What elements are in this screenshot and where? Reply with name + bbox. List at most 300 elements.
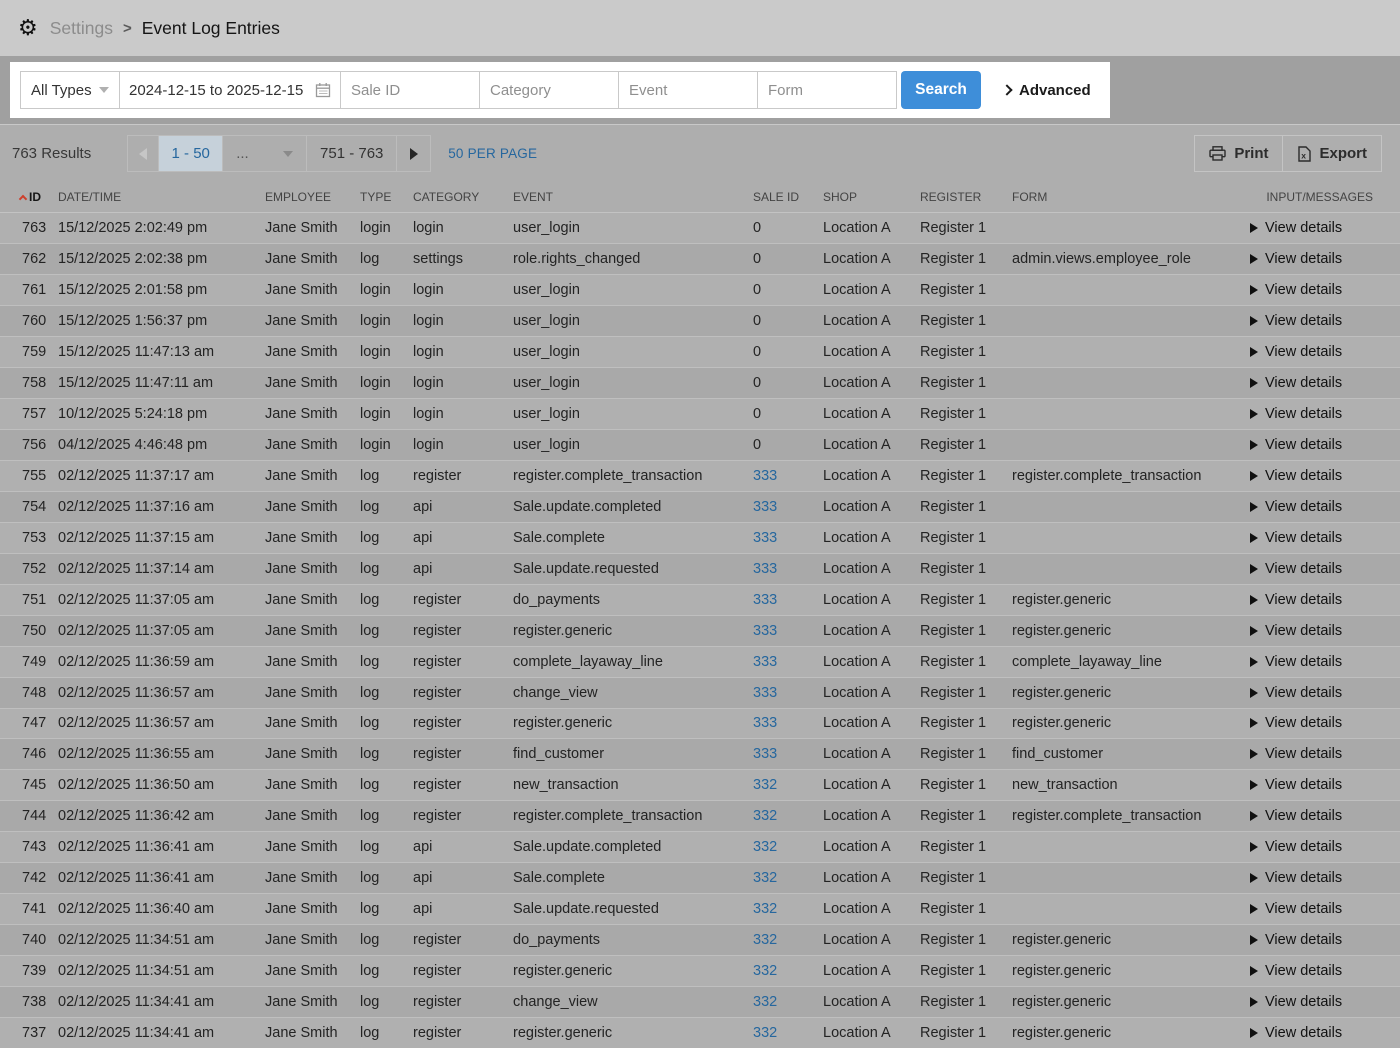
cell-event: register.complete_transaction (513, 808, 703, 825)
cell-category: register (413, 622, 462, 639)
cell-register: Register 1 (920, 870, 987, 887)
cell-employee: Jane Smith (265, 467, 338, 484)
triangle-right-icon (1250, 873, 1258, 883)
cell-event: register.generic (513, 622, 613, 639)
table-row (0, 244, 1400, 275)
view-details-link[interactable] (1250, 746, 1400, 762)
cell-datetime: 02/12/2025 11:37:17 am (58, 467, 215, 484)
cell-id: 760 (22, 312, 47, 329)
view-details-link[interactable] (1250, 375, 1400, 391)
cell-event: Sale.update.requested (513, 901, 659, 918)
cell-datetime: 02/12/2025 11:36:41 am (58, 839, 215, 856)
cell-event: user_login (513, 281, 580, 298)
cell-form: register.complete_transaction (1012, 808, 1202, 825)
cell-id: 756 (22, 436, 47, 453)
sale-id-link[interactable]: 332 (753, 901, 778, 918)
triangle-right-icon (1250, 502, 1258, 512)
cell-category: login (413, 312, 444, 329)
sale-id-link[interactable]: 332 (753, 870, 778, 887)
cell-register: Register 1 (920, 715, 987, 732)
view-details-label: View details (1265, 219, 1343, 236)
cell-form: register.generic (1012, 1025, 1112, 1042)
cell-shop: Location A (823, 715, 891, 732)
cell-event: user_login (513, 219, 580, 236)
cell-datetime: 02/12/2025 11:37:14 am (58, 560, 215, 577)
view-details-link[interactable] (1250, 1025, 1400, 1041)
triangle-right-icon (1250, 780, 1258, 790)
cell-event: complete_layaway_line (513, 653, 663, 670)
cell-category: login (413, 374, 444, 391)
date-range-input[interactable] (119, 71, 341, 109)
cell-event: do_payments (513, 591, 601, 608)
table-row (0, 987, 1400, 1018)
view-details-link[interactable] (1250, 592, 1400, 608)
cell-register: Register 1 (920, 1025, 987, 1042)
prev-page-button[interactable] (128, 136, 159, 171)
cell-category: register (413, 932, 462, 949)
cell-category: register (413, 963, 462, 980)
triangle-right-icon (1250, 997, 1258, 1007)
table-row (0, 770, 1400, 801)
cell-datetime: 15/12/2025 11:47:13 am (58, 343, 215, 360)
cell-shop: Location A (823, 219, 891, 236)
breadcrumb-separator-icon: > (122, 19, 132, 37)
cell-register: Register 1 (920, 591, 987, 608)
column-header-type[interactable]: TYPE (360, 190, 392, 204)
cell-id: 758 (22, 374, 47, 391)
sale-id-link[interactable]: 332 (753, 994, 778, 1011)
print-label: Print (1234, 145, 1269, 162)
view-details-link[interactable] (1250, 437, 1400, 453)
cell-id: 746 (22, 746, 47, 763)
next-page-button[interactable] (397, 136, 430, 171)
cell-type: log (360, 808, 380, 825)
advanced-label: Advanced (1019, 81, 1091, 99)
cell-id: 738 (22, 994, 47, 1011)
table-row (0, 863, 1400, 894)
view-details-label: View details (1265, 932, 1343, 949)
cell-shop: Location A (823, 312, 891, 329)
cell-event: find_customer (513, 746, 605, 763)
cell-id: 751 (22, 591, 47, 608)
cell-datetime: 04/12/2025 4:46:48 pm (58, 436, 208, 453)
column-header-category[interactable]: CATEGORY (413, 190, 480, 204)
table-row (0, 492, 1400, 523)
cell-shop: Location A (823, 839, 891, 856)
triangle-right-icon (1250, 409, 1258, 419)
table-row (0, 739, 1400, 770)
cell-employee: Jane Smith (265, 808, 338, 825)
cell-type: login (360, 436, 391, 453)
cell-datetime: 02/12/2025 11:37:16 am (58, 498, 215, 515)
cell-shop: Location A (823, 374, 891, 391)
cell-type: login (360, 219, 391, 236)
triangle-right-icon (1250, 595, 1258, 605)
view-details-link[interactable] (1250, 932, 1400, 948)
view-details-label: View details (1265, 498, 1343, 515)
view-details-link[interactable] (1250, 901, 1400, 917)
cell-sale-id: 0 (753, 219, 762, 236)
cell-shop: Location A (823, 281, 891, 298)
view-details-link[interactable] (1250, 344, 1400, 360)
view-details-label: View details (1265, 529, 1343, 546)
form-input[interactable] (757, 71, 897, 109)
cell-employee: Jane Smith (265, 591, 338, 608)
cell-type: login (360, 405, 391, 422)
view-details-label: View details (1265, 963, 1343, 980)
cell-register: Register 1 (920, 436, 987, 453)
cell-type: log (360, 684, 380, 701)
print-button[interactable] (1194, 135, 1283, 172)
cell-type: login (360, 343, 391, 360)
view-details-link[interactable] (1250, 561, 1400, 577)
category-input[interactable] (479, 71, 619, 109)
cell-employee: Jane Smith (265, 901, 338, 918)
view-details-label: View details (1265, 405, 1343, 422)
cell-employee: Jane Smith (265, 839, 338, 856)
triangle-left-icon (139, 148, 147, 160)
view-details-link[interactable] (1250, 777, 1400, 793)
cell-type: log (360, 591, 380, 608)
cell-employee: Jane Smith (265, 684, 338, 701)
cell-datetime: 02/12/2025 11:34:51 am (58, 963, 215, 980)
cell-employee: Jane Smith (265, 529, 338, 546)
type-filter-select[interactable] (20, 71, 120, 109)
cell-shop: Location A (823, 343, 891, 360)
cell-id: 739 (22, 963, 47, 980)
cell-sale-id: 0 (753, 436, 762, 453)
cell-shop: Location A (823, 498, 891, 515)
cell-type: log (360, 715, 380, 732)
cell-id: 737 (22, 1025, 47, 1042)
cell-type: log (360, 994, 380, 1011)
page-select-dropdown[interactable] (223, 136, 307, 171)
view-details-label: View details (1265, 250, 1343, 267)
column-header-register[interactable]: REGISTER (920, 190, 982, 204)
view-details-label: View details (1265, 281, 1343, 298)
triangle-right-icon (1250, 564, 1258, 574)
cell-register: Register 1 (920, 684, 987, 701)
cell-event: change_view (513, 994, 598, 1011)
triangle-right-icon (1250, 378, 1258, 388)
search-button[interactable]: Search (901, 71, 981, 109)
sale-id-link[interactable]: 332 (753, 777, 778, 794)
cell-category: login (413, 281, 444, 298)
cell-register: Register 1 (920, 281, 987, 298)
table-row (0, 523, 1400, 554)
view-details-link[interactable] (1250, 406, 1400, 422)
cell-form: register.generic (1012, 622, 1112, 639)
event-input[interactable] (618, 71, 758, 109)
table-row (0, 678, 1400, 709)
cell-form: new_transaction (1012, 777, 1118, 794)
triangle-right-icon (1250, 811, 1258, 821)
triangle-right-icon (1250, 471, 1258, 481)
cell-id: 744 (22, 808, 47, 825)
cell-event: do_payments (513, 932, 601, 949)
cell-employee: Jane Smith (265, 746, 338, 763)
chevron-down-icon (99, 87, 109, 93)
cell-type: log (360, 498, 380, 515)
cell-form: register.generic (1012, 932, 1112, 949)
cell-event: Sale.update.completed (513, 498, 662, 515)
view-details-link[interactable] (1250, 623, 1400, 639)
cell-employee: Jane Smith (265, 963, 338, 980)
view-details-label: View details (1265, 684, 1343, 701)
cell-category: login (413, 436, 444, 453)
view-details-link[interactable] (1250, 251, 1400, 267)
cell-datetime: 02/12/2025 11:37:05 am (58, 591, 215, 608)
cell-id: 743 (22, 839, 47, 856)
cell-event: Sale.update.completed (513, 839, 662, 856)
cell-register: Register 1 (920, 901, 987, 918)
view-details-label: View details (1265, 808, 1343, 825)
table-row (0, 832, 1400, 863)
table-row (0, 585, 1400, 616)
cell-event: Sale.update.requested (513, 560, 659, 577)
cell-type: log (360, 1025, 380, 1042)
cell-category: api (413, 498, 433, 515)
cell-shop: Location A (823, 932, 891, 949)
cell-event: new_transaction (513, 777, 619, 794)
view-details-link[interactable] (1250, 282, 1400, 298)
cell-shop: Location A (823, 777, 891, 794)
cell-form: admin.views.employee_role (1012, 250, 1191, 267)
cell-type: log (360, 622, 380, 639)
view-details-link[interactable] (1250, 468, 1400, 484)
cell-form: register.generic (1012, 994, 1112, 1011)
view-details-label: View details (1265, 436, 1343, 453)
cell-shop: Location A (823, 963, 891, 980)
view-details-link[interactable] (1250, 963, 1400, 979)
filter-panel (10, 62, 1110, 118)
cell-type: log (360, 560, 380, 577)
sale-id-link[interactable]: 332 (753, 839, 778, 856)
cell-category: settings (413, 250, 463, 267)
results-count: 763 Results (12, 145, 92, 162)
cell-id: 755 (22, 467, 47, 484)
sale-id-link[interactable]: 333 (753, 591, 778, 608)
cell-datetime: 02/12/2025 11:36:41 am (58, 870, 215, 887)
cell-form: find_customer (1012, 746, 1104, 763)
cell-form: complete_layaway_line (1012, 653, 1162, 670)
table-row (0, 647, 1400, 678)
column-header-id[interactable] (0, 190, 58, 204)
table-row (0, 213, 1400, 244)
column-header-sale-id[interactable]: SALE ID (753, 190, 800, 204)
sale-id-link[interactable]: 333 (753, 560, 778, 577)
cell-event: change_view (513, 684, 598, 701)
cell-event: Sale.complete (513, 870, 605, 887)
view-details-link[interactable] (1250, 654, 1400, 670)
sale-id-input[interactable] (340, 71, 480, 109)
sale-id-link[interactable]: 333 (753, 529, 778, 546)
cell-id: 748 (22, 684, 47, 701)
column-header-id-label: ID (29, 190, 41, 204)
per-page-link[interactable]: 50 PER PAGE (448, 146, 538, 161)
view-details-link[interactable] (1250, 715, 1400, 731)
cell-event: Sale.complete (513, 529, 605, 546)
view-details-link[interactable] (1250, 685, 1400, 701)
cell-employee: Jane Smith (265, 343, 338, 360)
cell-shop: Location A (823, 529, 891, 546)
sale-id-link[interactable]: 333 (753, 653, 778, 670)
cell-register: Register 1 (920, 808, 987, 825)
cell-shop: Location A (823, 622, 891, 639)
sale-id-link[interactable]: 333 (753, 622, 778, 639)
cell-sale-id: 0 (753, 281, 762, 298)
view-details-label: View details (1265, 1025, 1343, 1042)
view-details-link[interactable] (1250, 808, 1400, 824)
toolbar-buttons (1194, 135, 1382, 172)
view-details-label: View details (1265, 715, 1343, 732)
cell-type: log (360, 250, 380, 267)
triangle-right-icon (1250, 842, 1258, 852)
triangle-right-icon (1250, 440, 1258, 450)
table-row (0, 1018, 1400, 1048)
sale-id-link[interactable]: 333 (753, 746, 778, 763)
cell-employee: Jane Smith (265, 715, 338, 732)
cell-register: Register 1 (920, 405, 987, 422)
table-row (0, 801, 1400, 832)
triangle-right-icon (410, 148, 418, 160)
column-header-input-messages[interactable]: INPUT/MESSAGES (1266, 190, 1373, 204)
cell-category: register (413, 746, 462, 763)
export-button[interactable] (1283, 135, 1382, 172)
cell-sale-id: 0 (753, 374, 762, 391)
cell-category: api (413, 529, 433, 546)
cell-datetime: 02/12/2025 11:34:41 am (58, 994, 215, 1011)
triangle-right-icon (1250, 749, 1258, 759)
cell-employee: Jane Smith (265, 312, 338, 329)
breadcrumb-settings-link[interactable]: Settings (49, 17, 113, 38)
cell-register: Register 1 (920, 498, 987, 515)
cell-register: Register 1 (920, 467, 987, 484)
column-header-event[interactable]: EVENT (513, 190, 554, 204)
cell-type: log (360, 746, 380, 763)
cell-employee: Jane Smith (265, 250, 338, 267)
cell-type: log (360, 467, 380, 484)
sale-id-link[interactable]: 332 (753, 932, 778, 949)
cell-datetime: 15/12/2025 11:47:11 am (58, 374, 214, 391)
cell-id: 747 (22, 715, 47, 732)
cell-event: user_login (513, 343, 580, 360)
view-details-link[interactable] (1250, 220, 1400, 236)
view-details-label: View details (1265, 777, 1343, 794)
sale-id-link[interactable]: 333 (753, 467, 778, 484)
triangle-right-icon (1250, 533, 1258, 543)
cell-register: Register 1 (920, 932, 987, 949)
column-header-shop[interactable]: SHOP (823, 190, 858, 204)
cell-register: Register 1 (920, 343, 987, 360)
cell-type: log (360, 963, 380, 980)
sale-id-link[interactable]: 333 (753, 498, 778, 515)
advanced-toggle[interactable] (1003, 82, 1091, 99)
cell-type: log (360, 839, 380, 856)
table-row (0, 554, 1400, 585)
cell-datetime: 02/12/2025 11:36:50 am (58, 777, 215, 794)
cell-event: user_login (513, 436, 580, 453)
results-bar (0, 124, 1400, 182)
column-header-employee[interactable]: EMPLOYEE (265, 190, 332, 204)
column-header-datetime[interactable]: DATE/TIME (58, 190, 122, 204)
table-header (0, 182, 1400, 213)
page-title: Event Log Entries (141, 17, 280, 38)
view-details-label: View details (1265, 839, 1343, 856)
cell-datetime: 02/12/2025 11:37:05 am (58, 622, 215, 639)
cell-category: register (413, 994, 462, 1011)
export-spreadsheet-icon (1297, 146, 1311, 162)
view-details-label: View details (1265, 653, 1343, 670)
breadcrumb (0, 0, 1400, 56)
cell-register: Register 1 (920, 653, 987, 670)
cell-datetime: 02/12/2025 11:36:40 am (58, 901, 215, 918)
gear-icon[interactable]: ⚙ (18, 15, 38, 40)
cell-register: Register 1 (920, 529, 987, 546)
cell-category: register (413, 684, 462, 701)
cell-category: register (413, 467, 462, 484)
page-range-last[interactable]: 751 - 763 (307, 136, 397, 171)
view-details-link[interactable] (1250, 870, 1400, 886)
cell-datetime: 15/12/2025 2:02:38 pm (58, 250, 208, 267)
sale-id-link[interactable]: 333 (753, 684, 778, 701)
view-details-label: View details (1265, 591, 1343, 608)
column-header-form[interactable]: FORM (1012, 190, 1048, 204)
triangle-right-icon (1250, 657, 1258, 667)
cell-sale-id: 0 (753, 405, 762, 422)
triangle-right-icon (1250, 688, 1258, 698)
cell-shop: Location A (823, 870, 891, 887)
cell-id: 757 (22, 405, 47, 422)
cell-id: 740 (22, 932, 47, 949)
view-details-label: View details (1265, 467, 1343, 484)
cell-employee: Jane Smith (265, 219, 338, 236)
view-details-link[interactable] (1250, 313, 1400, 329)
page-range-first[interactable]: 1 - 50 (159, 136, 223, 171)
triangle-right-icon (1250, 1028, 1258, 1038)
sale-id-link[interactable]: 332 (753, 963, 778, 980)
cell-event: user_login (513, 374, 580, 391)
cell-datetime: 02/12/2025 11:36:57 am (58, 684, 215, 701)
cell-type: log (360, 653, 380, 670)
view-details-link[interactable] (1250, 994, 1400, 1010)
export-label: Export (1319, 145, 1367, 162)
cell-employee: Jane Smith (265, 405, 338, 422)
cell-event: register.generic (513, 715, 613, 732)
cell-datetime: 02/12/2025 11:36:55 am (58, 746, 215, 763)
cell-category: register (413, 808, 462, 825)
view-details-link[interactable] (1250, 839, 1400, 855)
sale-id-link[interactable]: 333 (753, 715, 778, 732)
sale-id-link[interactable]: 332 (753, 808, 778, 825)
type-filter-value: All Types (31, 81, 92, 99)
view-details-label: View details (1265, 746, 1343, 763)
cell-event: register.generic (513, 1025, 613, 1042)
view-details-label: View details (1265, 312, 1343, 329)
table-row (0, 306, 1400, 337)
table-row (0, 894, 1400, 925)
table-row (0, 368, 1400, 399)
view-details-link[interactable] (1250, 499, 1400, 515)
cell-datetime: 02/12/2025 11:34:41 am (58, 1025, 215, 1042)
cell-datetime: 15/12/2025 2:02:49 pm (58, 219, 208, 236)
view-details-link[interactable] (1250, 530, 1400, 546)
cell-shop: Location A (823, 560, 891, 577)
cell-register: Register 1 (920, 312, 987, 329)
view-details-label: View details (1265, 374, 1343, 391)
sale-id-link[interactable]: 332 (753, 1025, 778, 1042)
cell-employee: Jane Smith (265, 994, 338, 1011)
